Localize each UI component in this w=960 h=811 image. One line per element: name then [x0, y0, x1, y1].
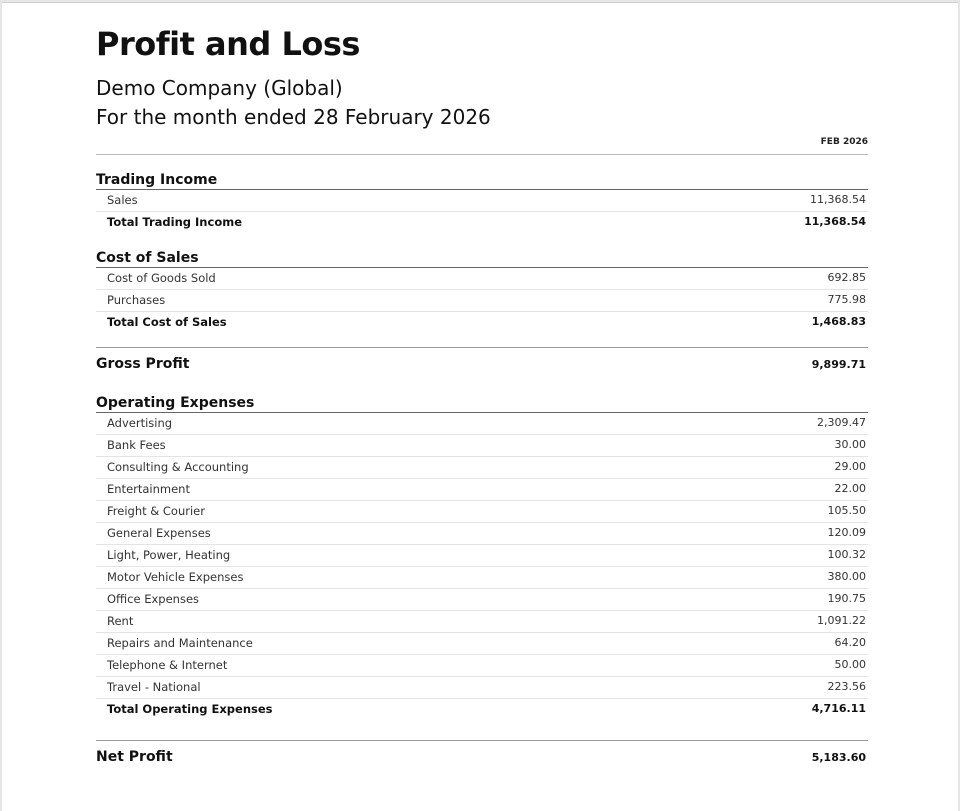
total-value: 4,716.11	[811, 702, 866, 715]
row-value: 380.00	[827, 570, 866, 583]
net-profit-value: 5,183.60	[811, 751, 866, 764]
company-name: Demo Company (Global)	[96, 76, 343, 100]
row-value: 1,091.22	[817, 614, 866, 627]
table-row	[96, 523, 868, 545]
table-row	[96, 677, 868, 699]
row-value: 692.85	[827, 271, 866, 284]
gross-profit-row	[96, 347, 868, 380]
row-label: Entertainment	[107, 482, 190, 496]
total-value: 1,468.83	[811, 315, 866, 328]
table-row	[96, 268, 868, 290]
net-profit-label: Net Profit	[96, 749, 173, 765]
total-row	[96, 312, 868, 334]
row-label: Telephone & Internet	[107, 658, 228, 672]
section-title: Cost of Sales	[96, 250, 199, 266]
table-row	[96, 290, 868, 312]
row-label: Bank Fees	[107, 438, 166, 452]
total-row	[96, 212, 868, 234]
row-label: Light, Power, Heating	[107, 548, 231, 562]
table-row	[96, 633, 868, 655]
row-value: 22.00	[834, 482, 866, 495]
gross-profit-value: 9,899.71	[811, 358, 866, 371]
table-row	[96, 589, 868, 611]
section-cost-of-sales	[96, 250, 868, 334]
table-row	[96, 413, 868, 435]
header-divider	[96, 154, 868, 155]
net-profit-row	[96, 740, 868, 773]
total-value: 11,368.54	[804, 215, 866, 228]
report-title: Profit and Loss	[96, 25, 360, 63]
row-value: 30.00	[834, 438, 866, 451]
row-label: Travel - National	[107, 680, 201, 694]
table-row	[96, 567, 868, 589]
report-period: For the month ended 28 February 2026	[96, 105, 491, 129]
row-value: 223.56	[827, 680, 866, 693]
row-label: Office Expenses	[107, 592, 200, 606]
row-value: 190.75	[827, 592, 866, 605]
table-row	[96, 501, 868, 523]
total-row	[96, 699, 868, 721]
total-label: Total Cost of Sales	[107, 315, 227, 329]
table-row	[96, 545, 868, 567]
table-row	[96, 655, 868, 677]
table-row	[96, 479, 868, 501]
section-operating-expenses	[96, 395, 868, 721]
row-value: 64.20	[834, 636, 866, 649]
row-value: 29.00	[834, 460, 866, 473]
row-value: 11,368.54	[810, 193, 866, 206]
table-row	[96, 611, 868, 633]
table-row	[96, 435, 868, 457]
row-label: General Expenses	[107, 526, 211, 540]
total-label: Total Trading Income	[107, 215, 242, 229]
row-value: 100.32	[827, 548, 866, 561]
row-value: 50.00	[834, 658, 866, 671]
row-label: Repairs and Maintenance	[107, 636, 253, 650]
row-label: Consulting & Accounting	[107, 460, 249, 474]
row-label: Rent	[107, 614, 134, 628]
row-label: Sales	[107, 193, 138, 207]
total-label: Total Operating Expenses	[107, 702, 273, 716]
row-value: 105.50	[827, 504, 866, 517]
section-title: Operating Expenses	[96, 395, 255, 411]
row-value: 775.98	[827, 293, 866, 306]
row-value: 120.09	[827, 526, 866, 539]
row-label: Purchases	[107, 293, 166, 307]
operating-expense-rows	[96, 413, 868, 699]
row-label: Cost of Goods Sold	[107, 271, 216, 285]
report-page	[2, 2, 958, 811]
section-trading-income	[96, 172, 868, 234]
table-row	[96, 457, 868, 479]
column-header: FEB 2026	[820, 137, 868, 147]
section-title: Trading Income	[96, 172, 218, 188]
gross-profit-label: Gross Profit	[96, 356, 190, 372]
row-label: Advertising	[107, 416, 173, 430]
table-row	[96, 190, 868, 212]
row-value: 2,309.47	[817, 416, 866, 429]
row-label: Freight & Courier	[107, 504, 205, 518]
row-label: Motor Vehicle Expenses	[107, 570, 244, 584]
